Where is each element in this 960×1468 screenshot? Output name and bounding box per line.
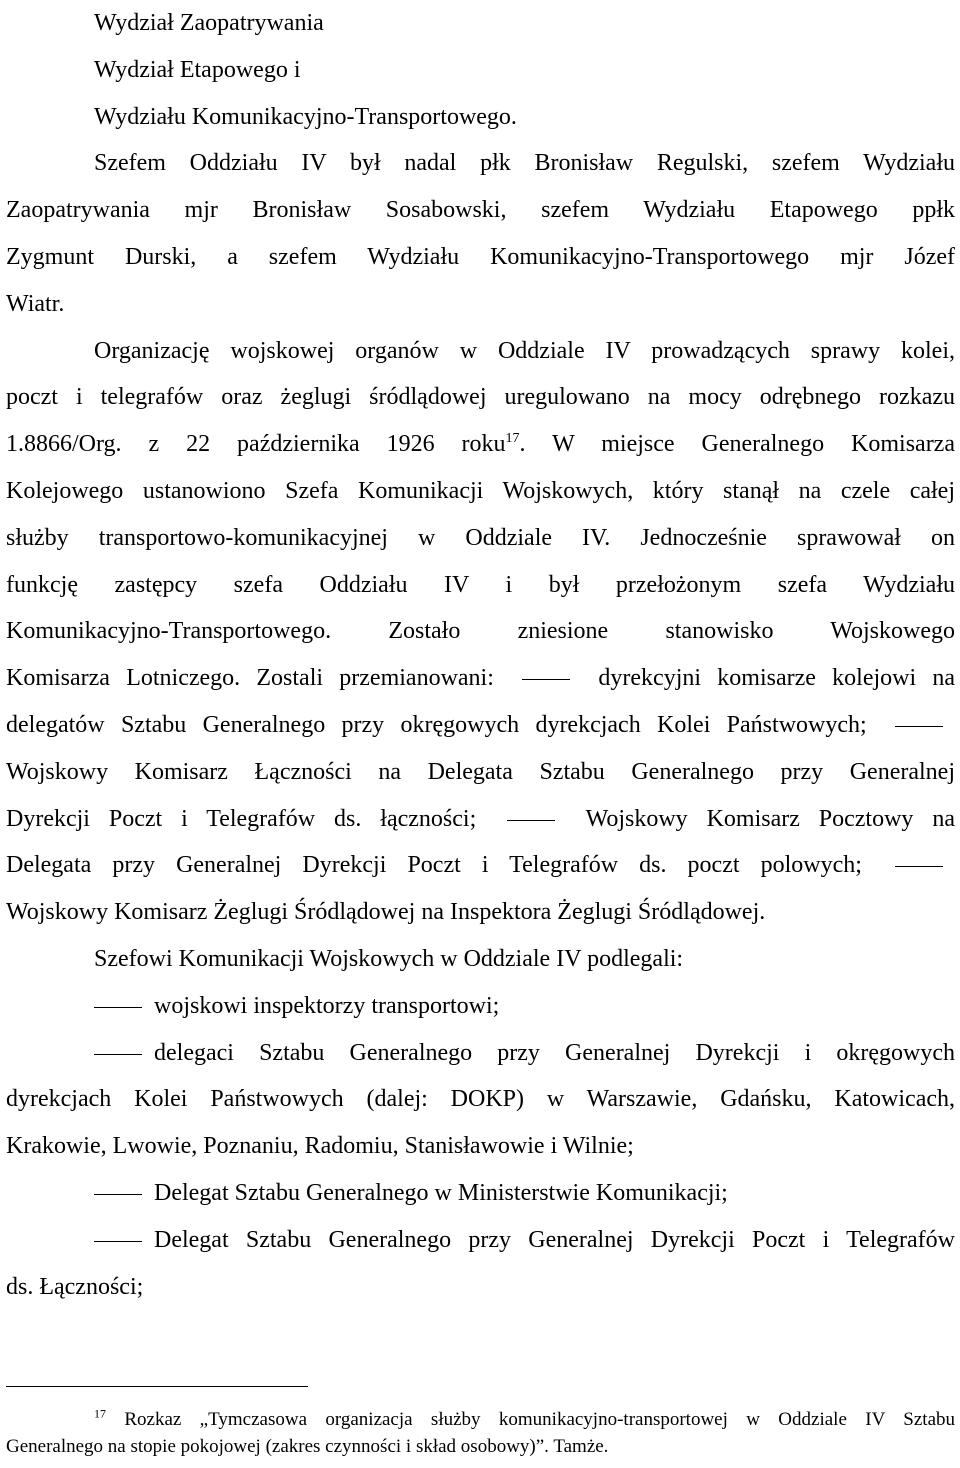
text-line: Zygmunt Durski, a szefem Wydziału Komunikacyjno-Transportowego mjr Józef — [6, 243, 955, 270]
text-line: Kolejowego ustanowiono Szefa Komunikacji Wojskowych, który stanął na czele całej — [6, 477, 955, 504]
text-line: dyrekcjach Kolei Państwowych (dalej: DOKP) w Warszawie, Gdańsku, Katowicach, — [6, 1086, 955, 1113]
text-line: Komunikacyjno-Transportowego. Zostało zniesione stanowisko Wojskowego — [6, 618, 955, 645]
em-dash — [94, 1054, 142, 1055]
text-segment: Delegat Sztabu Generalnego w Ministerstwie Komunikacji; — [154, 1179, 728, 1206]
text-segment: Delegata przy Generalnej Dyrekcji Poczt i Telegrafów ds. poczt polowych; — [6, 852, 862, 879]
footnote — [6, 1406, 955, 1460]
footnote-number: 17 — [94, 1406, 106, 1421]
text-line: poczt i telegrafów oraz żeglugi śródlądowej uregulowano na mocy odrębnego rozkazu — [6, 384, 955, 411]
text-line — [6, 842, 955, 889]
text-line: Szefem Oddziału IV był nadal płk Bronisław Regulski, szefem Wydziału — [94, 150, 955, 177]
text-segment: 1.8866/Org. z 22 października 1926 roku — [6, 431, 506, 458]
text-line: Krakowie, Lwowie, Poznaniu, Radomiu, Stanisławowie i Wilnie; — [6, 1133, 634, 1160]
text-line: Organizację wojskowej organów w Oddziale IV prowadzących sprawy kolei, — [94, 337, 955, 364]
text-segment: delegatów Sztabu Generalnego przy okręgowych dyrekcjach Kolei Państwowych; — [6, 711, 867, 738]
text-segment: Dyrekcji Poczt i Telegrafów ds. łączności; — [6, 805, 477, 832]
list-item — [6, 1030, 955, 1077]
text-line: Wydział Zaopatrywania — [94, 10, 324, 36]
em-dash — [895, 866, 943, 867]
footnote-separator — [6, 1386, 308, 1387]
text-segment: . W miejsce Generalnego Komisarza — [519, 431, 955, 458]
text-segment: dyrekcyjni komisarze kolejowi na — [598, 665, 956, 692]
list-item — [6, 1217, 955, 1264]
text-line — [6, 655, 955, 702]
em-dash — [94, 1007, 142, 1008]
text-line: Wydział Etapowego i — [94, 56, 301, 83]
em-dash — [94, 1241, 142, 1242]
text-line: Wiatr. — [6, 290, 65, 317]
text-line: ds. Łączności; — [6, 1273, 144, 1300]
document-body — [6, 0, 955, 1310]
text-line: Wojskowy Komisarz Żeglugi Śródlądowej na Inspektora Żeglugi Śródlądowej. — [6, 899, 766, 926]
em-dash — [895, 726, 943, 727]
text-line: funkcję zastępcy szefa Oddziału IV i był przełożonym szefa Wydziału — [6, 571, 955, 598]
footnote-line — [6, 1406, 955, 1433]
footnote-text: Rozkaz „Tymczasowa organizacja służby komunikacyjno-transportowej w Oddziale IV Sztabu — [124, 1409, 956, 1430]
text-segment: Wojskowy Komisarz Pocztowy na — [585, 805, 955, 832]
text-line: służby transportowo-komunikacyjnej w Oddziale IV. Jednocześnie sprawował on — [6, 524, 955, 551]
text-line — [6, 421, 955, 468]
text-line: Zaopatrywania mjr Bronisław Sosabowski, szefem Wydziału Etapowego ppłk — [6, 197, 955, 224]
footnote-ref: 17 — [505, 431, 520, 447]
text-segment: wojskowi inspektorzy transportowi; — [154, 992, 500, 1019]
text-line: Wojskowy Komisarz Łączności na Delegata Sztabu Generalnego przy Generalnej — [6, 758, 955, 785]
footnote-line: Generalnego na stopie pokojowej (zakres czynności i skład osobowy)”. Tamże. — [6, 1436, 609, 1457]
em-dash — [507, 820, 555, 821]
text-line: Wydziału Komunikacyjno-Transportowego. — [94, 103, 517, 130]
text-line — [6, 796, 955, 843]
list-item — [6, 1170, 955, 1217]
text-line: Szefowi Komunikacji Wojskowych w Oddziale IV podlegali: — [94, 945, 684, 972]
list-item — [6, 983, 955, 1030]
text-line — [6, 702, 955, 749]
em-dash — [522, 679, 570, 680]
em-dash — [94, 1194, 142, 1195]
text-segment: delegaci Sztabu Generalnego przy Generalnej Dyrekcji i okręgowych — [154, 1039, 955, 1066]
text-segment: Delegat Sztabu Generalnego przy Generalnej Dyrekcji Poczt i Telegrafów — [154, 1226, 955, 1253]
text-segment: Komisarza Lotniczego. Zostali przemianowani: — [6, 665, 494, 692]
